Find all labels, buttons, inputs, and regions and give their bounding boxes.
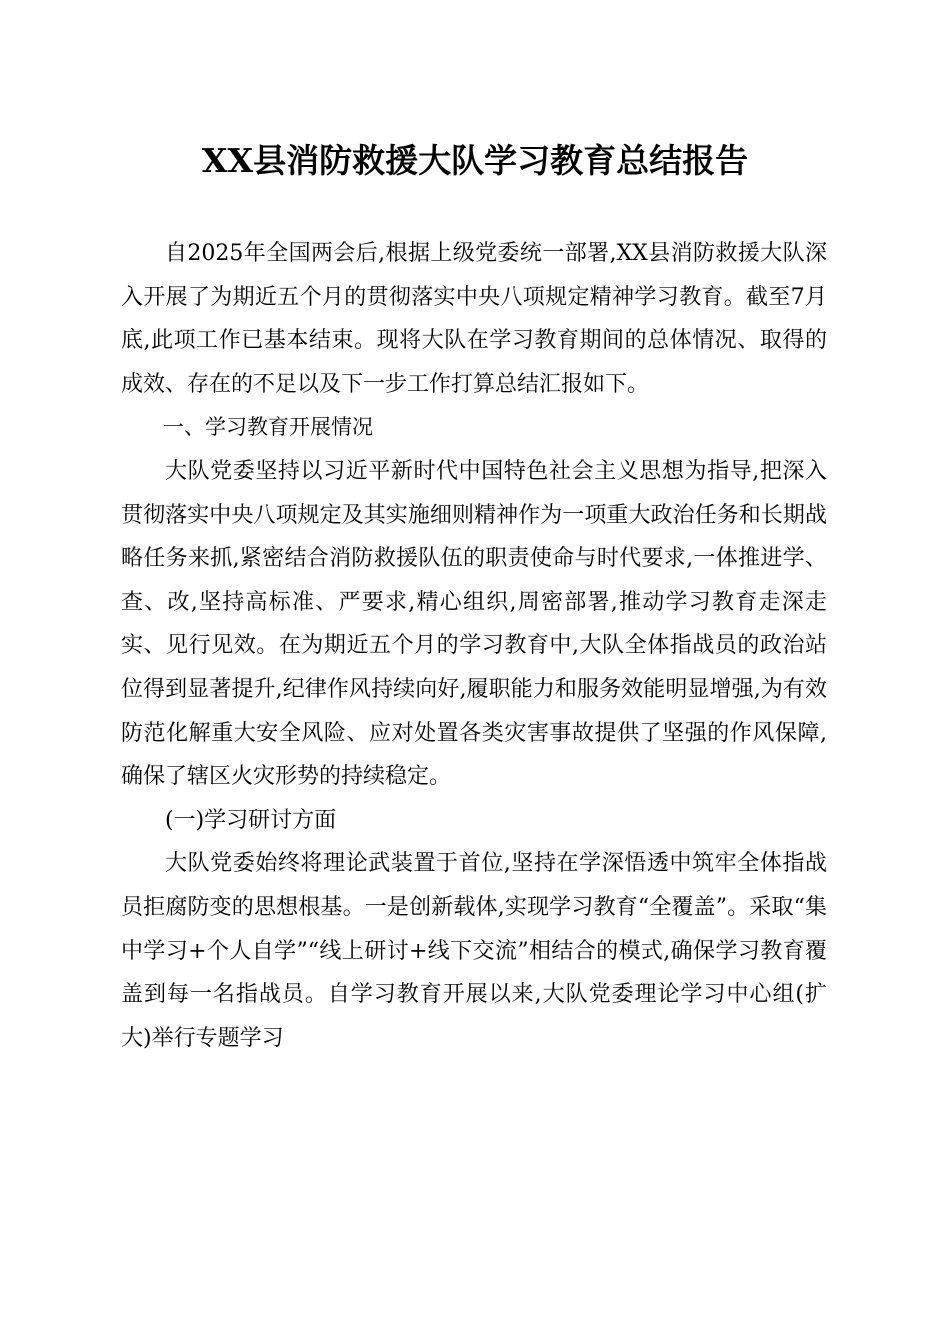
intro-paragraph: 自2025年全国两会后,根据上级党委统一部署,XX县消防救援大队深入开展了为期近五个月的贯彻落实中央八项规定精神学习教育。截至7月底,此项工作已基本结束。现将大队在学习教育期间的总体情况、取得的成效、存在的不足以及下一步工作打算总结汇报如下。 <box>121 241 827 397</box>
subsection-heading-1: (一)学习研讨方面 <box>165 807 337 833</box>
document-body <box>121 232 827 1060</box>
section-heading-1: 一、学习教育开展情况 <box>163 415 373 440</box>
document-title: XX县消防救援大队学习教育总结报告 <box>201 141 749 180</box>
subsection-1-paragraph: 大队党委始终将理论武装置于首位,坚持在学深悟透中筑牢全体指战员拒腐防变的思想根基。一是创新载体,实现学习教育“全覆盖”。采取“集中学习+个人自学”“线上研讨+线下交流”相结合的模式,确保学习教育覆盖到每一名指战员。自学习教育开展以来,大队党委理论学习中心组(扩大)举行专题学习 <box>121 851 827 1051</box>
section-1-paragraph: 大队党委坚持以习近平新时代中国特色社会主义思想为指导,把深入贯彻落实中央八项规定及其实施细则精神作为一项重大政治任务和长期战略任务来抓,紧密结合消防救援队伍的职责使命与时代要求,一体推进学、查、改,坚持高标准、严要求,精心组织,周密部署,推动学习教育走深走实、见行见效。在为期近五个月的学习教育中,大队全体指战员的政治站位得到显著提升,纪律作风持续向好,履职能力和服务效能明显增强,为有效防范化解重大安全风险、应对处置各类灾害事故提供了坚强的作风保障,确保了辖区火灾形势的持续稳定。 <box>121 458 827 790</box>
